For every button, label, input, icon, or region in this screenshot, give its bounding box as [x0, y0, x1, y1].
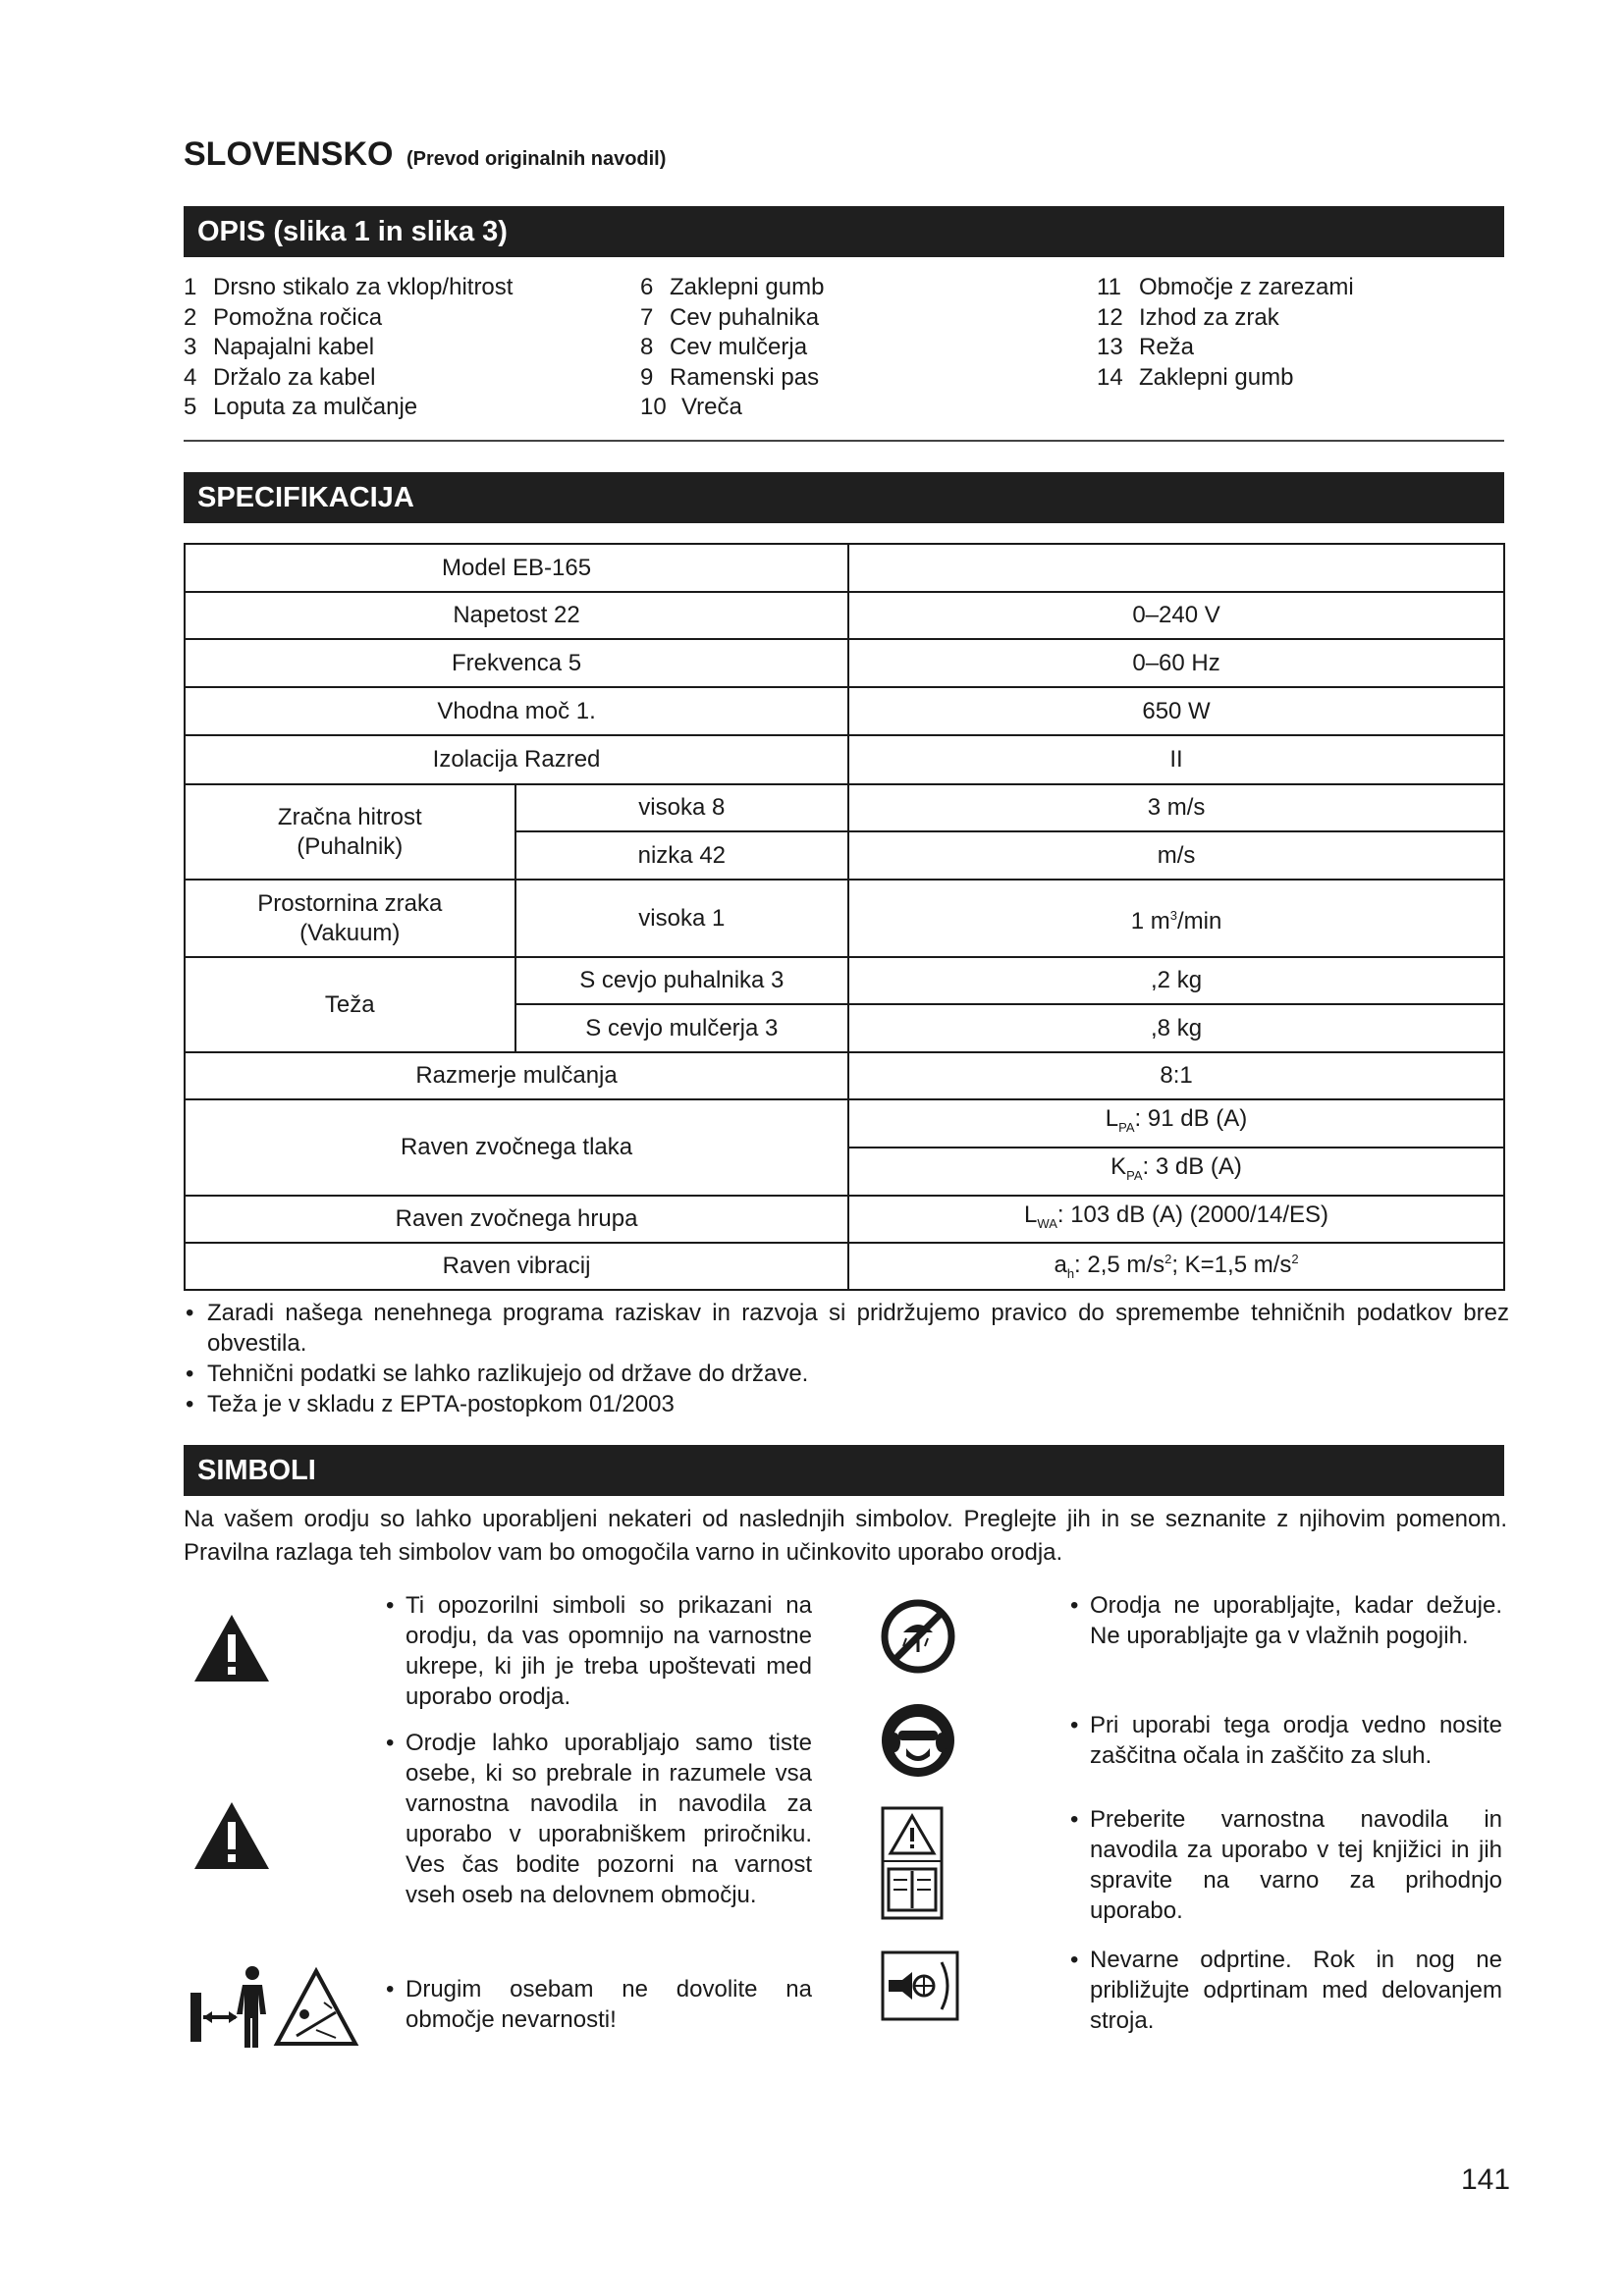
spec-notes [184, 1298, 1509, 1419]
spec-label: Raven zvočnega tlaka [185, 1099, 848, 1196]
warning-triangle-icon [192, 1613, 271, 1683]
table-row [185, 1243, 1504, 1290]
symbol-openings-text: • Nevarne odprtine. Rok in nog ne približujte odprtinam med delovanjem stroja. [1070, 1947, 1502, 2034]
spec-label: Vhodna moč 1. [185, 687, 848, 735]
symbol-instructions-text: • Orodje lahko uporabljajo samo tiste osebe, ki so prebrale in razumele vsa varnostna navodila in navodila za uporabo v uporabniškem priročniku. Ves čas bodite pozorni na varnost vseh oseb na delovnem območju. [386, 1730, 812, 1908]
list-item: 11 Območje z zarezami [1097, 274, 1354, 300]
note-item: • Tehnični podatki se lahko razlikujejo od države do države. [184, 1359, 1509, 1389]
spec-label: Raven zvočnega hrupa [185, 1196, 848, 1243]
list-item: 6 Zaklepni gumb [640, 274, 825, 300]
spec-value: $L_{WA}$: 103 dB (A) (2000/14/ES) [848, 1196, 1504, 1243]
spec-label [185, 880, 515, 957]
language-subtitle: (Prevod originalnih navodil) [406, 148, 667, 170]
list-item: 13 Reža [1097, 334, 1195, 360]
description-column-1 [184, 273, 513, 423]
no-rain-icon [879, 1597, 957, 1676]
bystander-distance-icon [189, 1963, 359, 2050]
table-row [185, 880, 1504, 957]
spec-label: Izolacija Razred [185, 735, 848, 784]
spec-value: 3 m/s [848, 784, 1504, 831]
spec-label: Teža [185, 957, 515, 1052]
table-row [185, 1196, 1504, 1243]
note-item: • Zaradi našega nenehnega programa raziskav in razvoja si pridržujemo pravico do spremembe tehničnih podatkov brez obvestila. [184, 1298, 1509, 1359]
table-row [185, 957, 1504, 1004]
symbols-intro: Na vašem orodju so lahko uporabljeni nekateri od naslednjih simbolov. Preglejte jih in se seznanite z njihovim pomenom. Pravilna razlaga teh simbolov vam bo omogočila varno in učinkovito uporabo orodja. [184, 1506, 1507, 1566]
air-speed-label: Zračna hitrost [277, 803, 422, 830]
spec-value: 650 W [848, 687, 1504, 735]
spec-value: ,2 kg [848, 957, 1504, 1004]
table-row [185, 544, 1504, 592]
spec-value: 0–240 V [848, 592, 1504, 639]
symbol-bystanders-text: • Drugim osebam ne dovolite na območje nevarnosti! [386, 1976, 812, 2033]
spec-value: ,8 kg [848, 1004, 1504, 1052]
hazardous-opening-icon [881, 1950, 959, 2021]
section-description-heading: OPIS (slika 1 in slika 3) [184, 206, 1504, 257]
symbol-protection-text: • Pri uporabi tega orodja vedno nosite zaščitna očala in zaščito za sluh. [1070, 1712, 1502, 1769]
symbol-rain-text: • Orodja ne uporabljajte, kadar dežuje. Ne uporabljajte ga v vlažnih pogojih. [1070, 1592, 1502, 1649]
table-row [185, 1099, 1504, 1148]
spec-value: m/s [848, 831, 1504, 880]
spec-sublabel: S cevjo mulčerja 3 [515, 1004, 849, 1052]
table-row [185, 784, 1504, 831]
symbol-manual-text: • Preberite varnostna navodila in navodila za uporabo v tej knjižici in jih spravite na varno za prihodnjo uporabo. [1070, 1806, 1502, 1924]
list-item: 8 Cev mulčerja [640, 334, 808, 360]
air-speed-sublabel: (Puhalnik) [297, 832, 404, 860]
description-column-2 [640, 273, 824, 423]
spec-value: $L_{PA}$: 91 dB (A) [848, 1099, 1504, 1148]
spec-label: Razmerje mulčanja [185, 1052, 848, 1099]
section-specification-heading: SPECIFIKACIJA [184, 472, 1504, 523]
spec-sublabel: visoka 8 [515, 784, 849, 831]
spec-sublabel: nizka 42 [515, 831, 849, 880]
table-row [185, 592, 1504, 639]
spec-sublabel: visoka 1 [515, 880, 849, 957]
table-row [185, 687, 1504, 735]
table-row [185, 1052, 1504, 1099]
list-item: 9 Ramenski pas [640, 363, 820, 391]
air-volume-sublabel: (Vakuum) [299, 919, 401, 946]
list-item: 12 Izhod za zrak [1097, 303, 1279, 331]
language-heading: SLOVENSKO [184, 135, 394, 173]
page-number: 141 [1461, 2163, 1511, 2196]
list-item: 1 Drsno stikalo za vklop/hitrost [184, 274, 514, 300]
spec-value: 8:1 [848, 1052, 1504, 1099]
read-manual-icon [881, 1806, 944, 1920]
spec-model: Model EB-165 [185, 544, 848, 592]
list-item: 2 Pomožna ročica [184, 303, 383, 331]
list-item: 7 Cev puhalnika [640, 303, 820, 331]
specification-table [184, 543, 1505, 1291]
section-divider [184, 440, 1504, 442]
spec-label [185, 784, 515, 880]
spec-value: 0–60 Hz [848, 639, 1504, 687]
spec-label: Raven vibracij [185, 1243, 848, 1290]
symbol-warning-text: • Ti opozorilni simboli so prikazani na orodju, da vas opomnijo na varnostne ukrepe, ki jih je treba upoštevati med uporabo orodja. [386, 1592, 812, 1710]
spec-value: 1 $m^3/\min$ [848, 880, 1504, 957]
spec-value: $K_{PA}$: 3 dB (A) [848, 1148, 1504, 1196]
spec-label: Napetost 22 [185, 592, 848, 639]
spec-value: $a_h$: 2,5 $m/s^2$; K=1,5 $m/s^2$ [848, 1243, 1504, 1290]
section-symbols-heading: SIMBOLI [184, 1445, 1504, 1496]
list-item: 4 Držalo za kabel [184, 363, 376, 391]
spec-sublabel: S cevjo puhalnika 3 [515, 957, 849, 1004]
table-row [185, 735, 1504, 784]
spec-model-value [848, 544, 1504, 592]
spec-label: Frekvenca 5 [185, 639, 848, 687]
air-volume-label: Prostornina zraka [257, 889, 443, 917]
protective-gear-icon [879, 1701, 957, 1780]
list-item: 10 Vreča [640, 394, 742, 420]
warning-triangle-icon [192, 1800, 271, 1871]
spec-value: II [848, 735, 1504, 784]
table-row [185, 639, 1504, 687]
list-item: 3 Napajalni kabel [184, 334, 375, 360]
note-item: • Teža je v skladu z EPTA-postopkom 01/2003 [184, 1389, 1509, 1419]
page-title [184, 135, 666, 174]
list-item: 5 Loputa za mulčanje [184, 394, 418, 420]
description-column-3 [1097, 273, 1354, 393]
list-item: 14 Zaklepni gumb [1097, 363, 1294, 391]
